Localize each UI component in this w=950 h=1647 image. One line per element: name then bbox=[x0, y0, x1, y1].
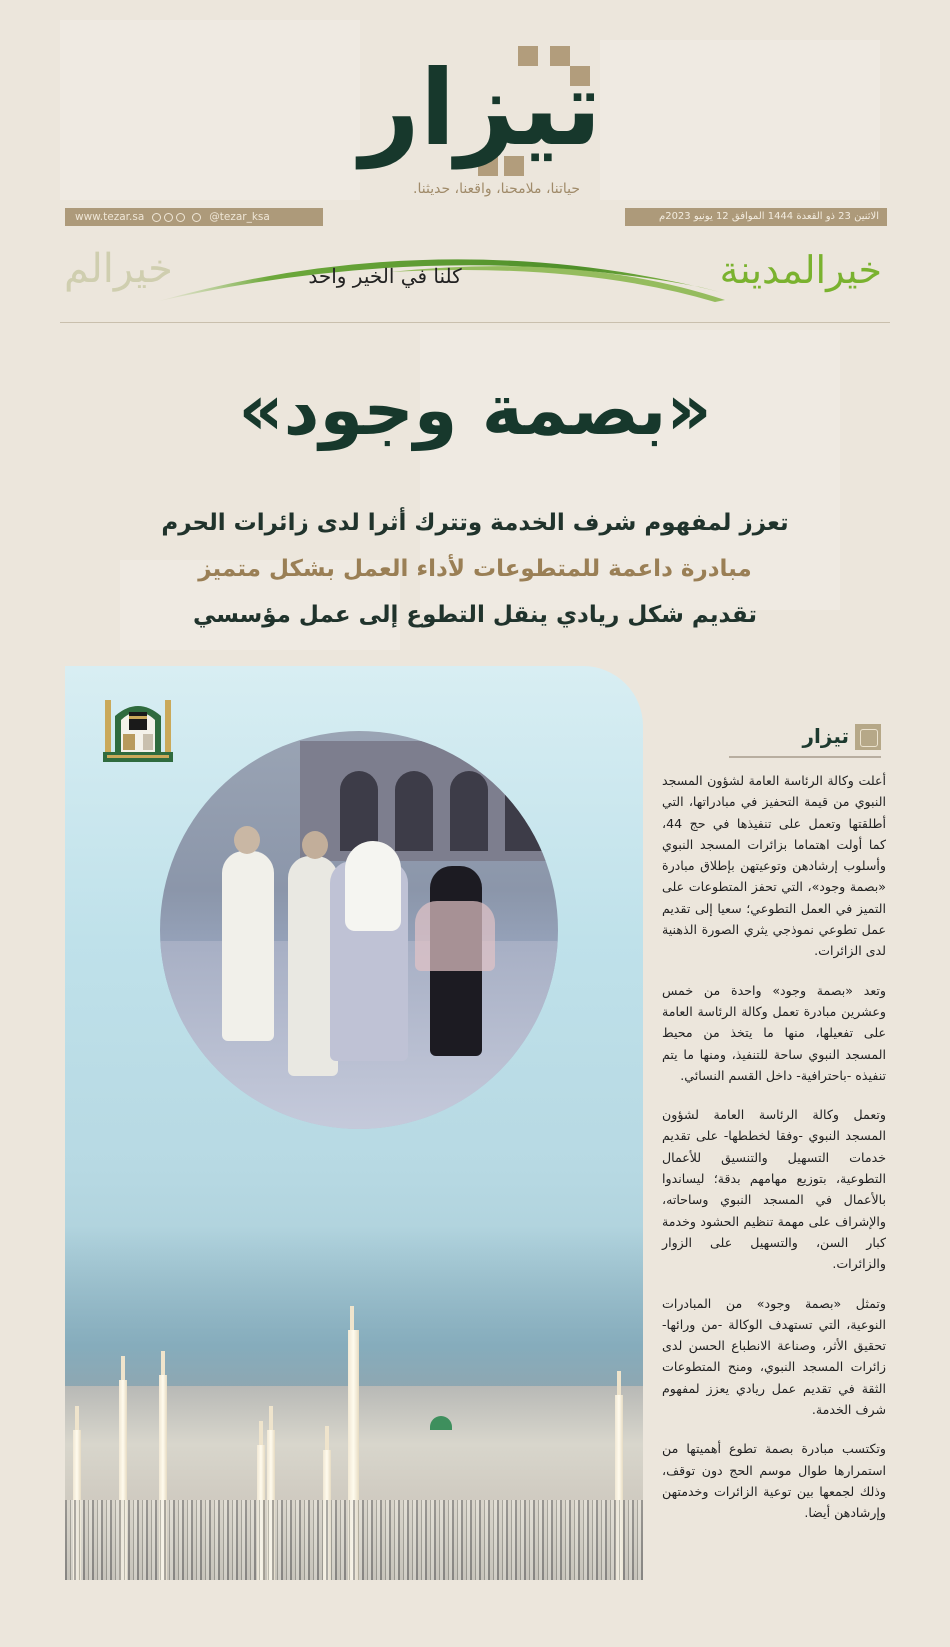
headline: «بصمة وجود» bbox=[238, 369, 712, 451]
banner-title-faded: خيرالم bbox=[64, 246, 173, 292]
article-byline bbox=[685, 720, 885, 756]
logo-wordmark: تيزار bbox=[360, 47, 602, 169]
facebook-icon[interactable] bbox=[176, 213, 185, 222]
article-paragraph: أعلت وكالة الرئاسة العامة لشؤون المسجد النبوي من قيمة التحفيز في مبادراتها، التي أطلقتها وتعمل على تنفيذها في حج 44، كما أولت اهتماما بزائرات المسجد النبوي وأسلوب إرشادهن وتوعيتهن بإطلاق مبادرة «بصمة وجود»، التي تحفز المتطوعات على التميز في العمل التطوعي؛ سعيا إلى تقديم عمل تطوعي نموذجي يثري الصورة الذهنية لدى الزائرات. bbox=[662, 773, 886, 959]
mosque-agency-emblem bbox=[101, 694, 175, 768]
youtube-icon[interactable] bbox=[192, 213, 201, 222]
subheadline: تعزز لمفهوم شرف الخدمة وتترك أثرا لدى زائرات الحرم bbox=[161, 510, 789, 536]
social-icons bbox=[152, 213, 201, 222]
article-paragraph: وتعد «بصمة وجود» واحدة من خمس وعشرين مبادرة تعمل وكالة الرئاسة العامة على تفعيلها، منها ما يتخذ من محيط المسجد النبوي ساحة للتنفيذ، ومنها ما يتم تنفيذه -باحترافية- داخل القسم النسائي. bbox=[662, 982, 886, 1083]
article-paragraph: وتعمل وكالة الرئاسة العامة لشؤون المسجد النبوي -وفقا لخططها- على تقديم خدمات التسهيل والتنسيق للأعمال التطوعية، بتوزيع مهامهم بدقة؛ ليساندوا بالأعمال في المسجد النبوي وساحاته، والإشراف على مهمة تنظيم الحشود وخدمة كبار السن، والتسهيل على الزوار والزائرات. bbox=[662, 1107, 886, 1272]
article-paragraph: وتكتسب مبادرة بصمة تطوع أهميتها من استمرارها طوال موسم الحج دون توقف، وذلك لجمعها بين توعية الزائرات وخدمتهن وإرشادهن أيضا. bbox=[662, 1441, 886, 1521]
snapchat-icon[interactable] bbox=[152, 213, 161, 222]
subheadline: مبادرة داعمة للمتطوعات لأداء العمل بشكل متميز bbox=[198, 556, 752, 582]
pilgrims-photo bbox=[160, 731, 558, 1129]
contact-strip bbox=[65, 208, 323, 226]
masthead bbox=[0, 0, 950, 223]
website-link[interactable]: www.tezar.sa bbox=[75, 211, 145, 223]
photo-panel bbox=[65, 666, 643, 1580]
byline-logo-icon bbox=[855, 724, 881, 750]
divider bbox=[60, 322, 890, 323]
byline-brand: تيزار bbox=[802, 724, 849, 748]
section-banner bbox=[60, 232, 890, 324]
subheadlines bbox=[0, 500, 950, 638]
slogan: حياتنا، ملامحنا، واقعنا، حديثنا. bbox=[413, 181, 580, 197]
tezar-logo bbox=[360, 38, 602, 188]
banner-title: خيرالمدينة bbox=[719, 248, 882, 292]
instagram-icon[interactable] bbox=[164, 213, 173, 222]
article-paragraph: وتمثل «بصمة وجود» من المبادرات النوعية، التي تستهدف الوكالة -من ورائها- تحقيق الأثر، وصناعة الانطباع الحسن لدى زائرات المسجد النبوي، ومنح المتطوعات الثقة في تقديم عمل ريادي يعزز لمفهوم شرف الخدمة. bbox=[662, 1295, 886, 1418]
article-body bbox=[662, 770, 886, 1542]
banner-motto: كلنا في الخير واحد bbox=[308, 264, 462, 288]
subheadline: تقديم شكل ريادي ينقل التطوع إلى عمل مؤسسي bbox=[192, 602, 758, 628]
social-handle[interactable]: @tezar_ksa bbox=[209, 211, 270, 223]
date-strip: الاثنين 23 ذو القعدة 1444 الموافق 12 يونيو 2023م bbox=[625, 208, 887, 226]
